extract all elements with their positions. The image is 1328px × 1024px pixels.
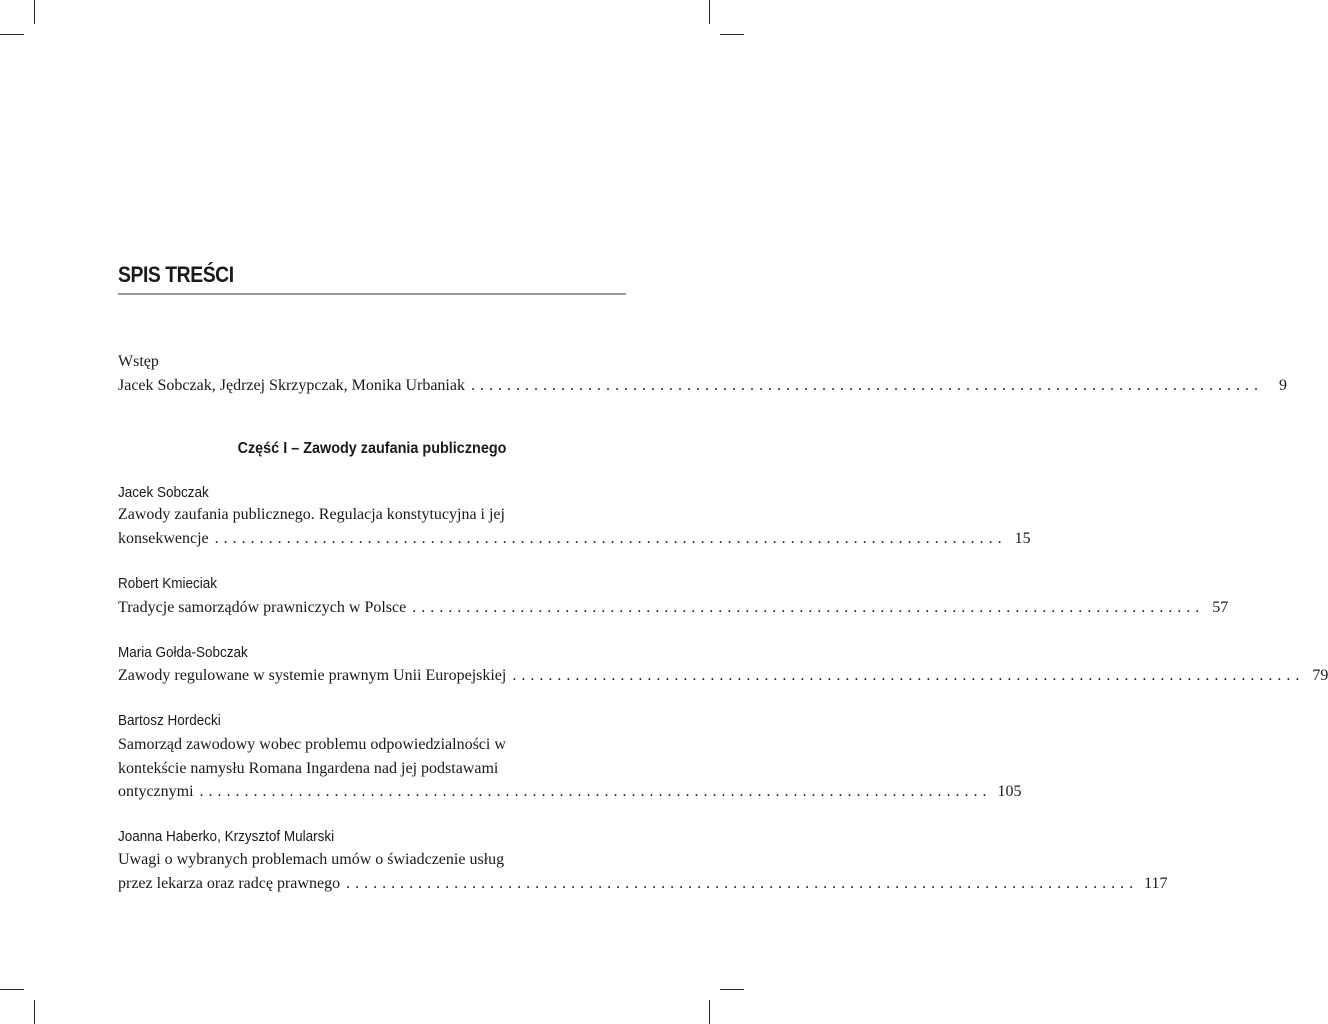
dot-leader: ........................................................................................ [214, 530, 1007, 547]
intro-authors: Jacek Sobczak, Jędrzej Skrzypczak, Monika Urbaniak [118, 377, 465, 394]
toc-entry[interactable] [118, 664, 1328, 688]
page-number: 57 [1212, 599, 1229, 616]
entry-title-line: Samorząd zawodowy wobec problemu odpowiedzialności w [118, 736, 506, 753]
toc-entry-intro[interactable] [118, 374, 1287, 398]
part-heading: Część I – Zawody zaufania publicznego [237, 440, 507, 457]
entry-title-last-line: ontycznymi [118, 783, 194, 800]
crop-mark-bottom-left-horizontal [0, 989, 24, 990]
entry-title-last-line: przez lekarza oraz radcę prawnego [118, 875, 341, 892]
toc-entry[interactable] [118, 527, 1031, 551]
entry-author: Jacek Sobczak [118, 484, 209, 501]
entry-title-line: Zawody zaufania publicznego. Regulacja konstytucyjna i jej [118, 506, 505, 523]
toc-entry[interactable] [118, 596, 1229, 620]
title-rule [118, 293, 626, 295]
entry-author: Bartosz Hordecki [118, 712, 221, 729]
toc-entry[interactable] [118, 872, 1168, 896]
crop-mark-bottom-left-vertical [34, 1000, 35, 1024]
crop-mark-bottom-right-horizontal [720, 989, 744, 990]
entry-title-last-line: Tradycje samorządów prawniczych w Polsce [118, 599, 407, 616]
dot-leader: ........................................................................................ [412, 599, 1205, 616]
dot-leader: ........................................................................................ [199, 783, 992, 800]
crop-mark-top-left-vertical [34, 0, 35, 24]
dot-leader: ........................................................................................ [346, 875, 1139, 892]
entry-title-line: kontekście namysłu Romana Ingardena nad jej podstawami [118, 760, 499, 777]
entry-author: Maria Gołda-Sobczak [118, 644, 248, 661]
dot-leader: ........................................................................................ [470, 377, 1263, 394]
intro-label: Wstęp [118, 353, 159, 370]
dot-leader: ........................................................................................ [512, 667, 1305, 684]
toc-entry[interactable] [118, 780, 1022, 804]
page-number: 79 [1312, 667, 1328, 684]
entry-author: Robert Kmieciak [118, 575, 218, 592]
crop-mark-top-left-horizontal [0, 34, 24, 35]
page-number: 105 [997, 783, 1022, 800]
entry-title-last-line: konsekwencje [118, 530, 209, 547]
crop-mark-bottom-right-vertical [709, 1000, 710, 1024]
entry-title-line: Uwagi o wybranych problemach umów o świadczenie usług [118, 851, 505, 868]
page-title: SPIS TREŚCI [118, 262, 234, 287]
entry-title-last-line: Zawody regulowane w systemie prawnym Unii Europejskiej [118, 667, 507, 684]
page-number: 15 [1014, 530, 1031, 547]
page-number: 9 [1278, 377, 1287, 394]
crop-mark-top-right-vertical [709, 0, 710, 24]
page-number: 117 [1144, 875, 1168, 892]
crop-mark-top-right-horizontal [720, 34, 744, 35]
entry-author: Joanna Haberko, Krzysztof Mularski [118, 828, 335, 845]
